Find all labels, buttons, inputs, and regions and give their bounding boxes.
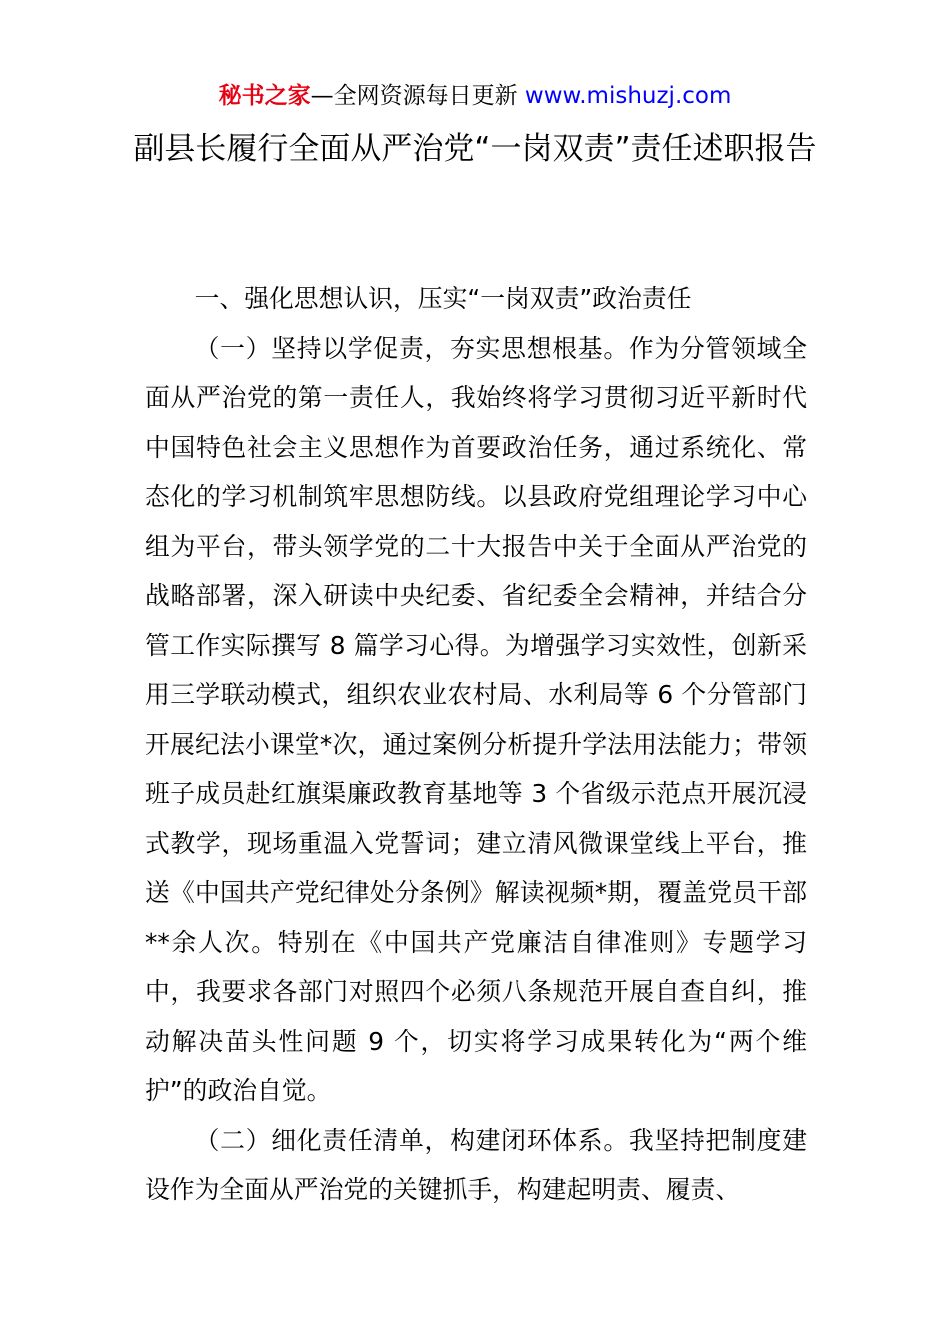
site-slogan: —全网资源每日更新 <box>310 83 525 109</box>
document-title: 副县长履行全面从严治党“一岗双责”责任述职报告 <box>133 131 817 167</box>
site-header <box>0 80 950 112</box>
section-heading: 一、强化思想认识，压实“一岗双责”政治责任 <box>194 284 692 313</box>
site-url-link[interactable]: www.mishuzj.com <box>524 83 732 109</box>
document-body <box>145 274 807 1215</box>
body-paragraph: （一）坚持以学促责，夯实思想根基。作为分管领域全面从严治党的第一责任人，我始终将学习贯彻习近平新时代中国特色社会主义思想作为首要政治任务，通过系统化、常态化的学习机制筑牢思想防线。以县政府党组理论学习中心组为平台，带头领学党的二十大报告中关于全面从严治党的战略部署，深入研读中央纪委、省纪委全会精神，并结合分管工作实际撰写 8 篇学习心得。为增强学习实效性，创新采用三学联动模式，组织农业农村局、水利局等 6 个分管部门开展纪法小课堂*次，通过案例分析提升学法用法能力；带领班子成员赴红旗渠廉政教育基地等 3 个省级示范点开展沉浸式教学，现场重温入党誓词；建立清风微课堂线上平台，推送《中国共产党纪律处分条例》解读视频*期，覆盖党员干部**余人次。特别在《中国共产党廉洁自律准则》专题学习中，我要求各部门对照四个必须八条规范开展自查自纠，推动解决苗头性问题 9 个，切实将学习成果转化为“两个维护”的政治自觉。 <box>145 333 807 1105</box>
site-brand: 秘书之家 <box>218 83 311 109</box>
body-paragraph: （二）细化责任清单，构建闭环体系。我坚持把制度建设作为全面从严治党的关键抓手，构建起明责、履责、 <box>145 1125 807 1204</box>
